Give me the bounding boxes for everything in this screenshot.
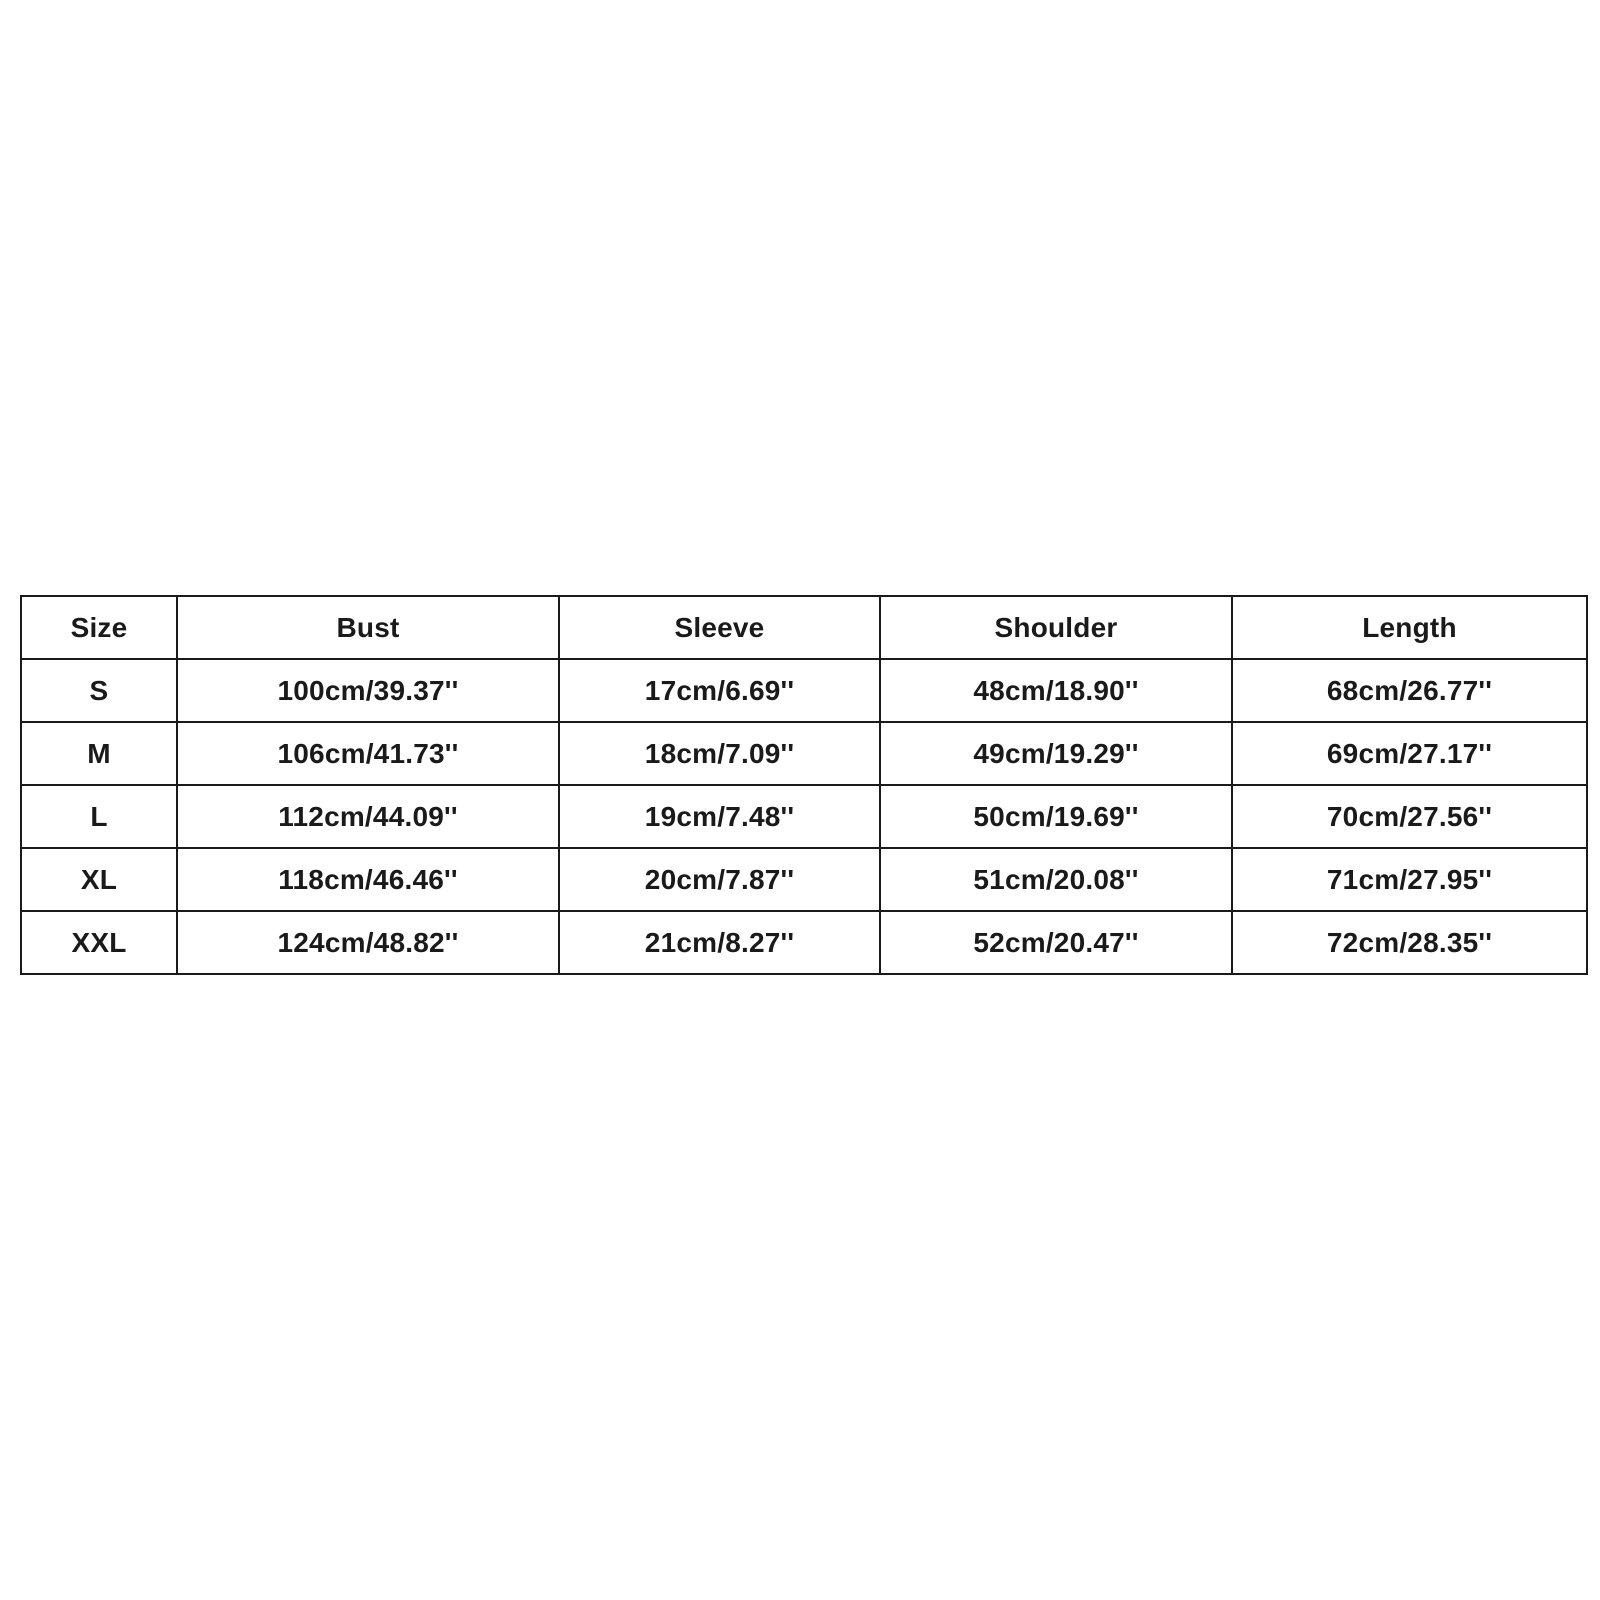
header-bust: Bust [177,596,559,659]
cell-length: 68cm/26.77'' [1232,659,1587,722]
cell-length: 70cm/27.56'' [1232,785,1587,848]
cell-bust: 100cm/39.37'' [177,659,559,722]
cell-size: XL [21,848,177,911]
header-shoulder: Shoulder [880,596,1232,659]
cell-sleeve: 19cm/7.48'' [559,785,880,848]
cell-length: 69cm/27.17'' [1232,722,1587,785]
cell-shoulder: 50cm/19.69'' [880,785,1232,848]
table-row [21,659,1587,722]
table-row [21,848,1587,911]
cell-shoulder: 48cm/18.90'' [880,659,1232,722]
cell-bust: 112cm/44.09'' [177,785,559,848]
header-sleeve: Sleeve [559,596,880,659]
size-chart-table [20,595,1588,975]
header-size: Size [21,596,177,659]
cell-bust: 124cm/48.82'' [177,911,559,974]
table-row [21,722,1587,785]
cell-bust: 118cm/46.46'' [177,848,559,911]
cell-size: XXL [21,911,177,974]
cell-size: S [21,659,177,722]
cell-size: M [21,722,177,785]
cell-sleeve: 17cm/6.69'' [559,659,880,722]
cell-shoulder: 52cm/20.47'' [880,911,1232,974]
header-length: Length [1232,596,1587,659]
cell-sleeve: 18cm/7.09'' [559,722,880,785]
header-row [21,596,1587,659]
cell-sleeve: 20cm/7.87'' [559,848,880,911]
table-row [21,785,1587,848]
cell-sleeve: 21cm/8.27'' [559,911,880,974]
cell-length: 72cm/28.35'' [1232,911,1587,974]
cell-size: L [21,785,177,848]
cell-length: 71cm/27.95'' [1232,848,1587,911]
cell-shoulder: 51cm/20.08'' [880,848,1232,911]
cell-shoulder: 49cm/19.29'' [880,722,1232,785]
cell-bust: 106cm/41.73'' [177,722,559,785]
table-row [21,911,1587,974]
